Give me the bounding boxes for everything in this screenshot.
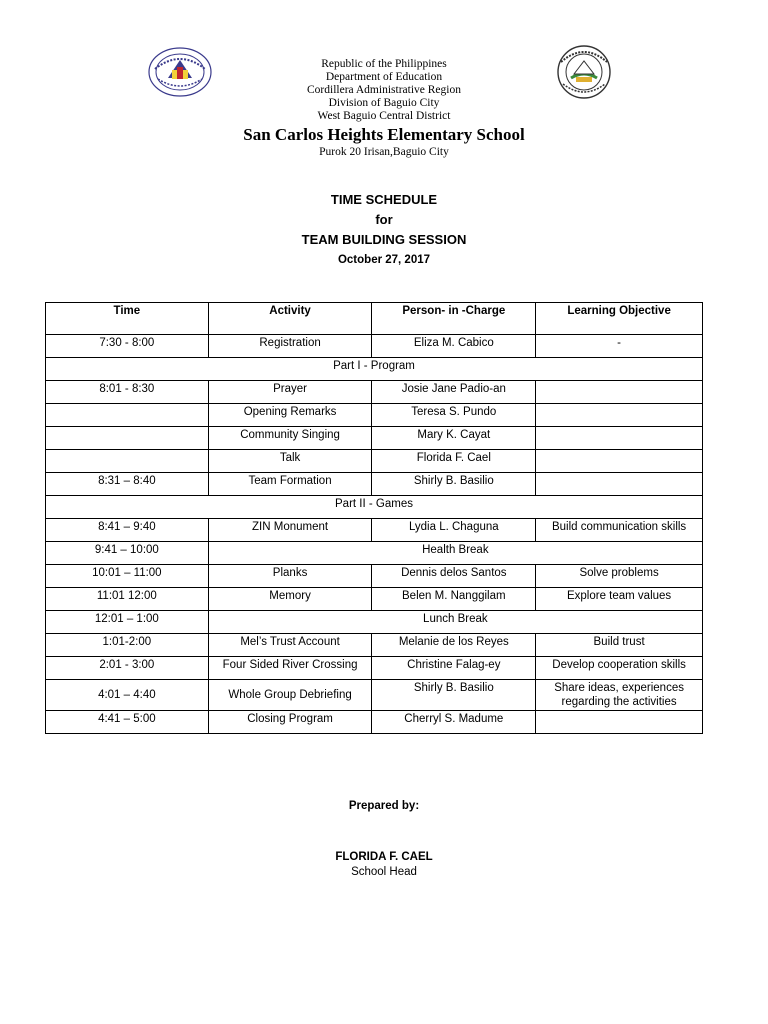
table-row [46, 634, 703, 657]
activity-cell: Opening Remarks [208, 404, 372, 427]
activity-cell: Four Sided River Crossing [208, 657, 372, 680]
table-row [46, 611, 703, 634]
person-cell: Lydia L. Chaguna [372, 519, 536, 542]
objective-cell [536, 381, 703, 404]
table-row [46, 542, 703, 565]
prepared-by-label: Prepared by: [348, 800, 420, 812]
person-cell: Florida F. Cael [372, 450, 536, 473]
schedule-table [45, 302, 703, 734]
table-row [46, 450, 703, 473]
objective-cell: Build communication skills [536, 519, 703, 542]
activity-cell: Whole Group Debriefing [208, 680, 372, 711]
break-cell: Lunch Break [208, 611, 702, 634]
table-row [46, 519, 703, 542]
section-label: Part II - Games [46, 496, 703, 519]
section-label: Part I - Program [46, 358, 703, 381]
activity-cell: Community Singing [208, 427, 372, 450]
letterhead-line: Cordillera Administrative Region [307, 84, 461, 96]
letterhead-line: Division of Baguio City [328, 97, 440, 109]
time-cell [46, 427, 209, 450]
time-cell: 8:01 - 8:30 [46, 381, 209, 404]
table-header-row [46, 303, 703, 335]
time-cell: 8:41 – 9:40 [46, 519, 209, 542]
objective-cell [536, 404, 703, 427]
time-cell: 2:01 - 3:00 [46, 657, 209, 680]
table-row [46, 473, 703, 496]
break-cell: Health Break [208, 542, 702, 565]
table-row [46, 381, 703, 404]
person-cell: Dennis delos Santos [372, 565, 536, 588]
person-cell: Christine Falag-ey [372, 657, 536, 680]
person-cell: Shirly B. Basilio [372, 473, 536, 496]
document-title-block [0, 190, 768, 270]
time-cell: 7:30 - 8:00 [46, 335, 209, 358]
activity-cell: Planks [208, 565, 372, 588]
time-cell: 10:01 – 11:00 [46, 565, 209, 588]
time-cell: 8:31 – 8:40 [46, 473, 209, 496]
signer-title: School Head [351, 866, 417, 878]
table-row [46, 680, 703, 711]
person-cell: Shirly B. Basilio [372, 680, 536, 711]
person-cell: Eliza M. Cabico [372, 335, 536, 358]
person-cell: Mary K. Cayat [372, 427, 536, 450]
table-row [46, 565, 703, 588]
activity-cell: Team Formation [208, 473, 372, 496]
activity-cell: Registration [208, 335, 372, 358]
title-line-1: TIME SCHEDULE [330, 192, 438, 207]
activity-cell: Talk [208, 450, 372, 473]
table-row [46, 711, 703, 734]
activity-cell: Mel’s Trust Account [208, 634, 372, 657]
activity-cell: ZIN Monument [208, 519, 372, 542]
person-cell: Belen M. Nanggilam [372, 588, 536, 611]
person-cell: Cherryl S. Madume [372, 711, 536, 734]
person-cell: Melanie de los Reyes [372, 634, 536, 657]
section-row [46, 496, 703, 519]
header-person-in-charge: Person- in -Charge [372, 303, 536, 335]
time-cell [46, 404, 209, 427]
objective-cell: Share ideas, experiences regarding the activities [536, 680, 703, 711]
title-line-2: for [375, 212, 393, 227]
time-cell: 1:01-2:00 [46, 634, 209, 657]
signer-name: FLORIDA F. CAEL [335, 851, 433, 863]
section-row [46, 358, 703, 381]
header-learning-objective: Learning Objective [536, 303, 703, 335]
person-cell: Josie Jane Padio-an [372, 381, 536, 404]
time-cell: 4:01 – 4:40 [46, 680, 209, 711]
objective-cell [536, 711, 703, 734]
school-name: San Carlos Heights Elementary School [243, 125, 525, 144]
letterhead-line: West Baguio Central District [317, 110, 451, 122]
table-row [46, 335, 703, 358]
title-line-3: TEAM BUILDING SESSION [301, 232, 467, 247]
activity-cell: Memory [208, 588, 372, 611]
table-row [46, 588, 703, 611]
time-cell [46, 450, 209, 473]
objective-cell [536, 450, 703, 473]
activity-cell: Closing Program [208, 711, 372, 734]
activity-cell: Prayer [208, 381, 372, 404]
table-row [46, 404, 703, 427]
letterhead-line: Department of Education [325, 71, 443, 83]
time-cell: 11:01 12:00 [46, 588, 209, 611]
objective-cell: Develop cooperation skills [536, 657, 703, 680]
letterhead-line: Republic of the Philippines [321, 58, 447, 70]
table-row [46, 657, 703, 680]
objective-cell: Solve problems [536, 565, 703, 588]
objective-cell: Build trust [536, 634, 703, 657]
objective-cell: Explore team values [536, 588, 703, 611]
objective-cell [536, 473, 703, 496]
school-address: Purok 20 Irisan,Baguio City [319, 146, 449, 158]
person-cell: Teresa S. Pundo [372, 404, 536, 427]
letterhead [0, 58, 768, 159]
time-cell: 9:41 – 10:00 [46, 542, 209, 565]
event-date: October 27, 2017 [337, 254, 431, 266]
header-time: Time [46, 303, 209, 335]
objective-cell: - [536, 335, 703, 358]
table-row [46, 427, 703, 450]
objective-cell [536, 427, 703, 450]
time-cell: 12:01 – 1:00 [46, 611, 209, 634]
header-activity: Activity [208, 303, 372, 335]
time-cell: 4:41 – 5:00 [46, 711, 209, 734]
